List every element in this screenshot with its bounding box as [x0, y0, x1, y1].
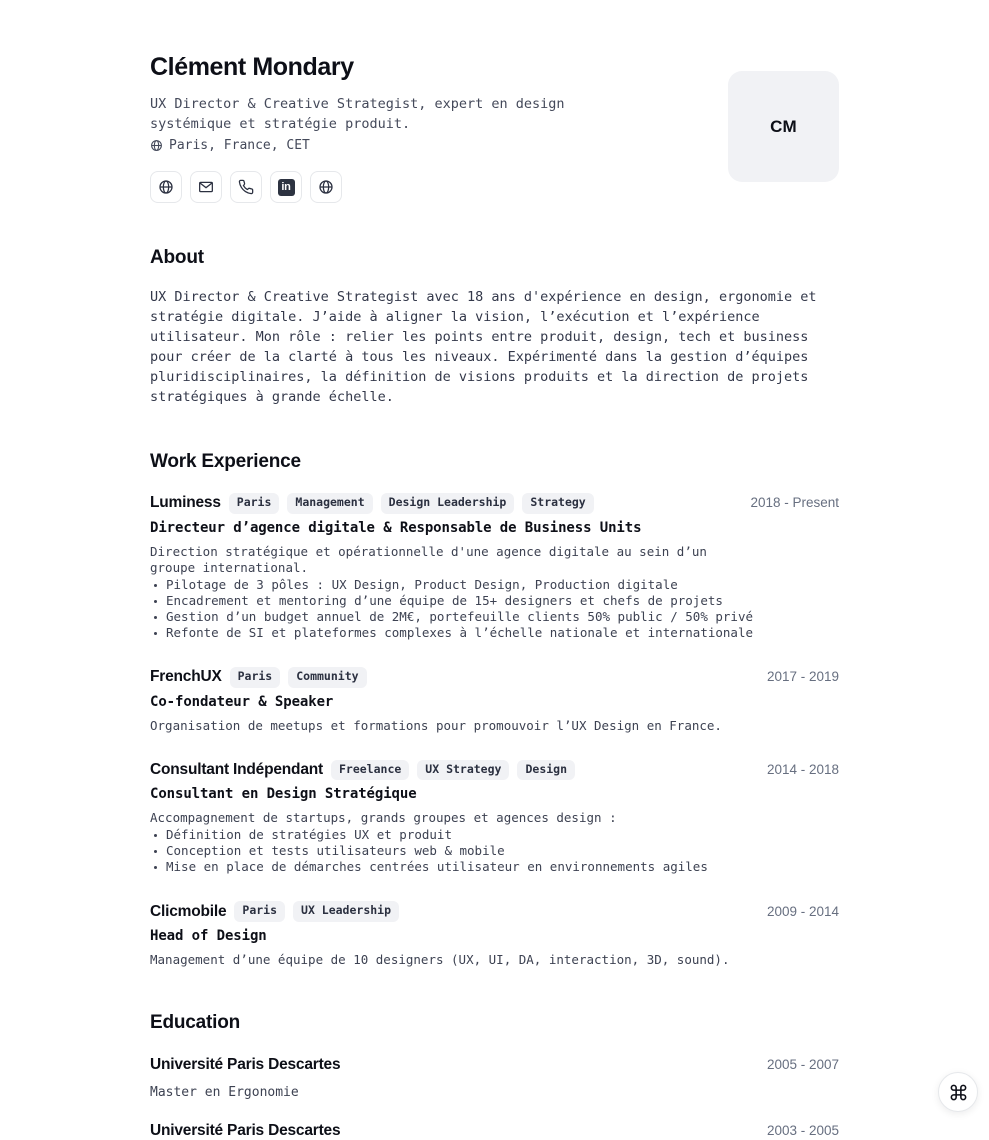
- work-entry-bullets: [150, 577, 839, 641]
- list-item: Encadrement et mentoring d’une équipe de 15+ designers et chefs de projets: [150, 593, 839, 609]
- work-entry-header: [150, 760, 839, 781]
- work-entry-tag: Community: [288, 667, 366, 688]
- work-entry-period: 2018 - Present: [750, 495, 839, 510]
- education-entry-header: [150, 1056, 839, 1074]
- avatar: CM: [728, 71, 839, 182]
- work-entry-header: [150, 667, 839, 688]
- education-entry-header: [150, 1122, 839, 1140]
- work-entry-tag: Paris: [234, 901, 285, 922]
- work-entry-org: Luminess: [150, 494, 221, 512]
- education-section: [150, 1012, 839, 1140]
- mail-icon: [198, 179, 214, 195]
- globe-icon: [150, 139, 163, 152]
- about-text: UX Director & Creative Strategist avec 18 ans d'expérience en design, ergonomie et stratégie digitale. J’aide à aligner la vision, l’exécution et l’expérience utilisateur. Mon rôle : relier les points entre produit, design, tech et business pour créer de la clarté à tous les niveaux. Expérimenté dans la gestion d’équipes pluridisciplinaires, la définition de visions produits et la direction de projets stratégiques à grande échelle.: [150, 287, 822, 407]
- work-entry: [150, 760, 839, 876]
- work-entry: [150, 901, 839, 968]
- work-entry-org-tags: [150, 667, 367, 688]
- education-detail: Master en Ergonomie: [150, 1085, 839, 1100]
- work-entry-description: Direction stratégique et opérationnelle d'une agence digitale au sein d’un groupe international.: [150, 544, 750, 576]
- contact-links: [150, 171, 698, 203]
- education-section-title: Education: [150, 1012, 839, 1034]
- work-entry-tag: Freelance: [331, 760, 409, 781]
- list-item: Conception et tests utilisateurs web & mobile: [150, 843, 839, 859]
- about-section-title: About: [150, 247, 839, 269]
- work-experience-section: [150, 451, 839, 968]
- contact-email-button[interactable]: [190, 171, 222, 203]
- work-entry-tag: Paris: [229, 493, 280, 514]
- work-entry-description: Management d’une équipe de 10 designers (UX, UI, DA, interaction, 3D, sound).: [150, 952, 750, 968]
- command-icon: [949, 1083, 968, 1102]
- globe-icon: [158, 179, 174, 195]
- work-entry-role: Head of Design: [150, 928, 839, 944]
- education-period: 2003 - 2005: [767, 1123, 839, 1138]
- list-item: Refonte de SI et plateformes complexes à l’échelle nationale et internationale: [150, 625, 839, 641]
- work-entry-period: 2014 - 2018: [767, 762, 839, 777]
- work-entry-description: Accompagnement de startups, grands groupes et agences design :: [150, 810, 750, 826]
- work-entry-org: FrenchUX: [150, 668, 222, 686]
- work-entry-org: Consultant Indépendant: [150, 761, 323, 779]
- work-entry-role: Consultant en Design Stratégique: [150, 786, 839, 802]
- work-entry-tag: Design: [517, 760, 575, 781]
- work-entry: [150, 493, 839, 641]
- page-title: Clément Mondary: [150, 52, 698, 82]
- education-school: Université Paris Descartes: [150, 1122, 340, 1140]
- contact-phone-button[interactable]: [230, 171, 262, 203]
- work-entry-role: Co-fondateur & Speaker: [150, 694, 839, 710]
- list-item: Gestion d’un budget annuel de 2M€, portefeuille clients 50% public / 50% privé: [150, 609, 839, 625]
- work-entry-description: Organisation de meetups et formations pour promouvoir l’UX Design en France.: [150, 718, 750, 734]
- education-entry: [150, 1056, 839, 1100]
- work-entry-org-tags: [150, 493, 594, 514]
- contact-website-button[interactable]: [150, 171, 182, 203]
- profile-tagline: UX Director & Creative Strategist, expert en design systémique et stratégie produit.: [150, 94, 595, 134]
- linkedin-icon: in: [278, 179, 295, 196]
- work-entry-period: 2017 - 2019: [767, 669, 839, 684]
- work-entry-org: Clicmobile: [150, 903, 226, 921]
- profile-header: [150, 52, 839, 203]
- work-entry-period: 2009 - 2014: [767, 904, 839, 919]
- work-entry-org-tags: [150, 760, 575, 781]
- contact-website-alt-button[interactable]: [310, 171, 342, 203]
- education-school: Université Paris Descartes: [150, 1056, 340, 1074]
- list-item: Mise en place de démarches centrées utilisateur en environnements agiles: [150, 859, 839, 875]
- work-entry-bullets: [150, 827, 839, 875]
- work-entry-tag: Strategy: [522, 493, 593, 514]
- about-section: [150, 247, 839, 407]
- work-entry: [150, 667, 839, 734]
- globe-icon: [318, 179, 334, 195]
- profile-location-text: Paris, France, CET: [169, 138, 310, 153]
- profile-header-left: [150, 52, 698, 203]
- work-entry-header: [150, 901, 839, 922]
- work-entry-tag: Design Leadership: [381, 493, 515, 514]
- work-entry-tag: UX Strategy: [417, 760, 509, 781]
- work-entry-tag: Paris: [230, 667, 281, 688]
- list-item: Définition de stratégies UX et produit: [150, 827, 839, 843]
- work-entry-tag: UX Leadership: [293, 901, 399, 922]
- work-entry-header: [150, 493, 839, 514]
- contact-linkedin-button[interactable]: [270, 171, 302, 203]
- work-entry-tag: Management: [287, 493, 372, 514]
- work-entry-org-tags: [150, 901, 399, 922]
- command-palette-button[interactable]: [938, 1072, 978, 1112]
- education-period: 2005 - 2007: [767, 1057, 839, 1072]
- profile-location: [150, 138, 698, 153]
- list-item: Pilotage de 3 pôles : UX Design, Product Design, Production digitale: [150, 577, 839, 593]
- work-section-title: Work Experience: [150, 451, 839, 473]
- education-entry: [150, 1122, 839, 1140]
- work-entry-role: Directeur d’agence digitale & Responsable de Business Units: [150, 520, 839, 536]
- phone-icon: [238, 179, 254, 195]
